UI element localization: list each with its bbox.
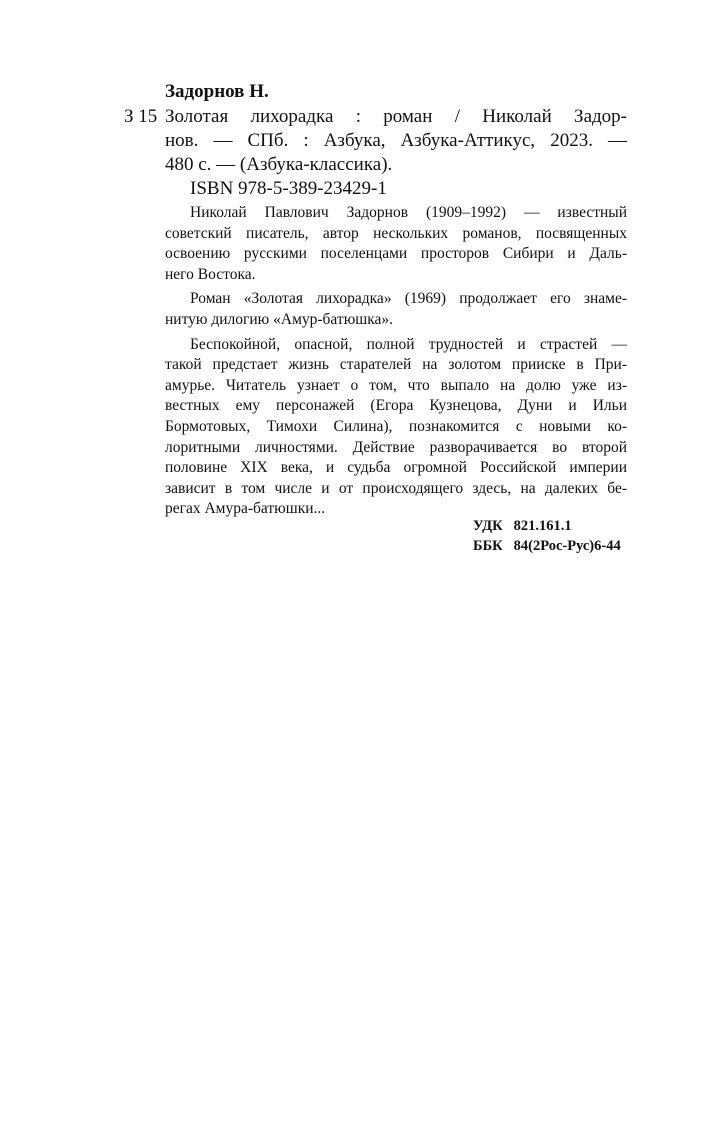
annotation-line: нитую дилогию «Амур-батюшка». — [165, 310, 394, 328]
annotation-line: лоритными личностями. Действие разворачивается во второй — [165, 438, 627, 456]
author-heading: Задорнов Н. — [165, 81, 269, 102]
annotation-line: зависит в том числе и от происходящего здесь, на далеких бе- — [165, 479, 627, 497]
annotation-line: Беспокойной, опасной, полной трудностей и страстей — — [190, 335, 627, 353]
udk-value: 821.161.1 — [513, 518, 572, 534]
udk-row — [473, 516, 621, 536]
annotation-paragraph — [165, 289, 627, 330]
annotation-paragraph — [165, 335, 627, 520]
annotation-line: Бормотовых, Тимохи Силина), познакомится с новыми ко- — [165, 417, 627, 435]
annotation-line: регах Амура-батюшки... — [165, 500, 326, 518]
description-line: 480 с. — (Азбука-классика). — [165, 154, 393, 175]
isbn: ISBN 978-5-389-23429-1 — [190, 178, 387, 199]
bbk-row — [473, 536, 621, 556]
annotation-line: такой предстает жизнь старателей на золотом прииске в При- — [165, 356, 627, 374]
annotation-line: Николай Павлович Задорнов (1909–1992) — известный — [190, 204, 627, 221]
annotation-paragraph — [165, 203, 627, 285]
author-sign: З 15 — [124, 106, 158, 127]
annotation-line: освоению русскими поселенцами просторов Сибири и Даль- — [165, 245, 627, 263]
description-line: нов. — СПб. : Азбука, Азбука-Аттикус, 2023. — — [165, 130, 627, 151]
classification-indices — [473, 516, 621, 556]
udk-label: УДК — [473, 518, 503, 534]
bibliographic-description — [165, 105, 627, 177]
annotation-line: него Востока. — [165, 265, 256, 283]
description-line: Золотая лихорадка : роман / Николай Задор- — [165, 106, 627, 127]
bbk-value: 84(2Рос-Рус)6-44 — [513, 538, 621, 554]
annotation-line: советский писатель, автор нескольких романов, посвященных — [165, 224, 627, 242]
annotation-line: Роман «Золотая лихорадка» (1969) продолжает его знаме- — [190, 290, 627, 308]
annotation — [165, 203, 627, 524]
annotation-line: амурье. Читатель узнает о том, что выпало на долю уже из- — [165, 376, 627, 394]
bbk-label: ББК — [473, 538, 503, 554]
annotation-line: вестных ему персонажей (Егора Кузнецова, Дуни и Ильи — [165, 397, 627, 415]
annotation-line: половине XIX века, и судьба огромной Российской империи — [165, 459, 627, 477]
